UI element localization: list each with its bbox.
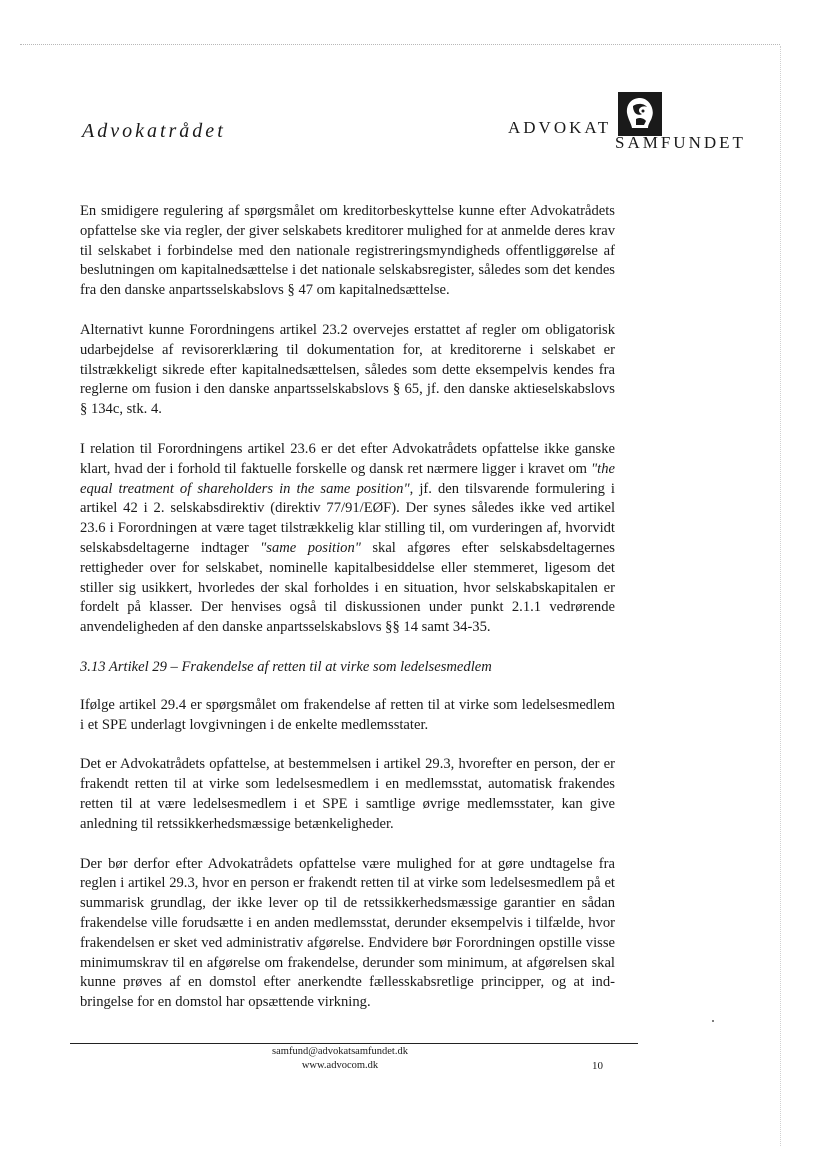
- scan-edge-right: [780, 46, 781, 1146]
- paragraph-auditor-statement: [80, 321, 615, 420]
- paragraph-creditor-protection: [80, 202, 615, 301]
- paragraph-text: Ifølge artikel 29.4 er spørgsmålet om frakendelse af retten til at virke som ledelsesmedlem i et SPE underlagt lovgivningen i de enkelte medlemsstater.: [80, 696, 615, 733]
- quoted-phrase-equal-treatment: "the equal treatment of shareholders in the same position": [80, 460, 615, 497]
- paragraph-text: I relation til Forordningens artikel 23.6 er det efter Advokatrådets opfattelse ikke ganske klart, hvad der i forhold til faktuelle forskelle og dansk ret nærmere ligger i kravet om: [80, 440, 615, 477]
- paragraph-exception-proposal: [80, 855, 615, 1013]
- scan-speck: [712, 1020, 714, 1022]
- section-heading-3-13: 3.13 Artikel 29 – Frakendelse af retten til at virke som ledelsesmedlem: [80, 658, 492, 675]
- footer-email: samfund@advokatsamfundet.dk: [272, 1046, 408, 1057]
- advokatsamfundet-head-logo-icon: [618, 92, 662, 136]
- footer-divider: [70, 1043, 638, 1044]
- letter-body: [80, 202, 615, 1033]
- advokatraadet-title: Advokatrådet: [82, 120, 226, 142]
- advokatsamfundet-logo: [508, 92, 758, 162]
- paragraph-article-29-3: [80, 755, 615, 834]
- paragraph-text: En smidigere regulering af spørgsmålet om kreditorbeskyttelse kunne efter Advokatrådets opfattelse ske via regler, der giver selskabets kreditorer mulighed for at anmelde deres krav til selskabet i forbindelse med den nationale registreringsmyndigheds offentliggørelse af beslutningen om kapitalnedsættelse i det nationale selskabsregister, således som det kendes fra den danske anpartsselskabslovs § 47 om kapitalnedsættelse.: [80, 203, 615, 299]
- scan-edge-top: [20, 44, 780, 45]
- logo-word-samfundet: SAMFUNDET: [615, 133, 746, 152]
- paragraph-text: , jf. den tilsvarende formulering i artikel 42 i 2. selskabsdirektiv (direktiv 77/91/EØF). Der synes således ikke ved artikel 23.6 i Forordningen at være taget tilstrækkelig klar stilling til, om vurderingen af, hvorvidt selskabsdeltagerne indtager: [80, 480, 615, 556]
- footer-website: www.advocom.dk: [301, 1060, 379, 1071]
- paragraph-text: Der bør derfor efter Advokatrådets opfattelse være mulighed for at gøre undtagelse fra reglen i artikel 29.3, hvor en person er frakendt retten til at virke som ledelsesmedlem på et summarisk grundlag, der ikke lever op til de retssikkerhedsmæssige garantier en sådan frakendelse ville forudsætte i en anden medlemsstat, derunder eksempelvis i tilfælde, hvor frakendelsen er sket ved administrativ afgørelse. Endvidere bør Forordningen opstille visse minimumskrav til en afgørelse om frakendelse, derunder som minimum, at afgørelsen skal kunne prøves af en domstol efter anerkendte fællesskabsretlige principper, og at indbringelse for en domstol har opsættende virkning.: [80, 855, 615, 1011]
- paragraph-text: Alternativt kunne Forordningens artikel 23.2 overvejes erstattet af regler om obligatorisk udarbejdelse af revisorerklæring til dokumentation for, at kreditorerne i selskabet er tilstrækkeligt sikrede efter kapitalnedsættelsen, således som dette eksempelvis kendes fra reglerne om fusion i den danske anpartsselskabslovs § 65, jf. den danske aktieselskabslovs § 134c, stk. 4.: [80, 321, 615, 418]
- paragraph-text: Det er Advokatrådets opfattelse, at bestemmelsen i artikel 29.3, hvorefter en person, der er frakendt retten til at virke som ledelsesmedlem i en medlemsstat, automatisk frakendes retten til at være ledelsesmedlem i et SPE i samtlige øvrige medlemsstater, kan give anledning til retssikkerhedsmæssige betænkeligheder.: [80, 756, 615, 832]
- logo-word-advokat: ADVOKAT: [508, 118, 612, 137]
- page-number: 10: [592, 1060, 603, 1072]
- paragraph-article-23-6: [80, 440, 615, 638]
- quoted-phrase-same-position: "same position": [260, 539, 361, 556]
- paragraph-article-29-4: [80, 696, 615, 736]
- paragraph-text: skal afgøres efter selskabsdeltagernes rettigheder over for selskabet, nominelle kapitalbesiddelse eller stemmeret, ligesom det stiller sig usikkert, hvorledes der skal forholdes i en situation, hvor selskabskapitalen er fordelt på klasser. Der henvises også til diskussionen under punkt 2.1.1 vedrørende anvendeligheden af den danske anpartsselskabslovs §§ 14 samt 34-35.: [80, 539, 615, 636]
